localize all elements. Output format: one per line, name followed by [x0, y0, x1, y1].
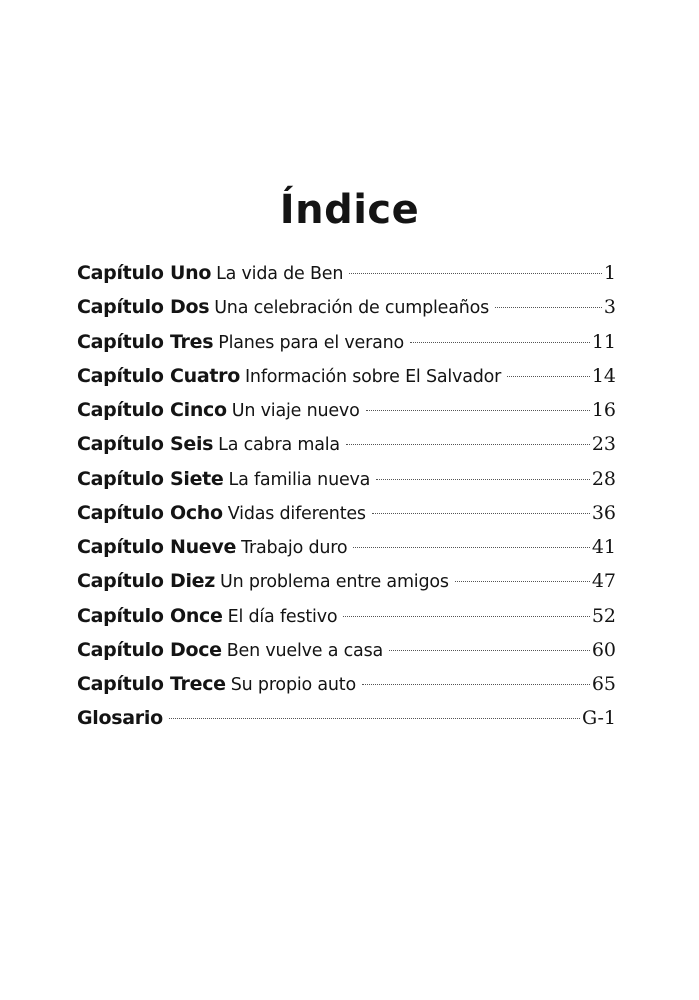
toc-entry[interactable]: [77, 331, 616, 365]
toc-entry[interactable]: [77, 502, 616, 536]
chapter-label: Capítulo Cinco: [77, 399, 227, 421]
chapter-title: La vida de Ben: [216, 264, 344, 284]
chapter-title: Planes para el verano: [218, 332, 405, 353]
page-number: 16: [591, 399, 616, 421]
toc-entry-glossary[interactable]: [77, 707, 616, 741]
chapter-label: Capítulo Trece: [77, 673, 226, 695]
dot-leader: [349, 273, 602, 274]
chapter-title: Trabajo duro: [241, 538, 348, 558]
toc-entry[interactable]: [77, 399, 616, 433]
page-number: 14: [591, 364, 616, 387]
chapter-title: La cabra mala: [218, 435, 340, 456]
toc-entry[interactable]: [77, 365, 616, 399]
chapter-label: Capítulo Doce: [77, 638, 222, 661]
page-number: 60: [591, 638, 616, 661]
toc-entry[interactable]: [77, 639, 616, 673]
chapter-title: La familia nueva: [228, 469, 371, 490]
page-number: 3: [603, 296, 616, 319]
chapter-label: Capítulo Nueve: [77, 536, 237, 558]
chapter-label: Capítulo Diez: [77, 570, 215, 593]
dot-leader: [346, 444, 590, 445]
chapter-title: El día festivo: [227, 606, 338, 627]
page-number: 23: [591, 433, 616, 456]
page-number: 28: [591, 467, 616, 490]
page-number: 65: [591, 673, 616, 695]
chapter-label: Capítulo Seis: [77, 433, 214, 456]
dot-leader: [353, 547, 589, 548]
chapter-title: Un problema entre amigos: [220, 572, 449, 593]
chapter-label: Capítulo Tres: [77, 330, 214, 353]
chapter-title: Un viaje nuevo: [231, 401, 360, 421]
toc-entry[interactable]: [77, 570, 616, 604]
dot-leader: [362, 684, 590, 685]
toc-entry[interactable]: [77, 673, 616, 707]
toc-entry[interactable]: [77, 605, 616, 639]
dot-leader: [455, 581, 590, 582]
toc-entry[interactable]: [77, 296, 616, 330]
chapter-title: Información sobre El Salvador: [244, 366, 502, 387]
dot-leader: [169, 718, 580, 719]
chapter-title: Una celebración de cumpleaños: [214, 298, 490, 319]
chapter-label: Capítulo Cuatro: [77, 364, 240, 387]
dot-leader: [410, 342, 590, 343]
glossary-label: Glosario: [77, 707, 163, 730]
dot-leader: [389, 650, 590, 651]
page-number: 11: [591, 330, 616, 353]
chapter-title: Su propio auto: [230, 675, 356, 695]
page-title: Índice: [279, 187, 420, 233]
toc-entry[interactable]: [77, 468, 616, 502]
chapter-label: Capítulo Once: [77, 604, 223, 627]
toc-entry[interactable]: [77, 262, 616, 296]
chapter-label: Capítulo Uno: [77, 262, 212, 284]
dot-leader: [376, 479, 590, 480]
page-number: 41: [591, 536, 616, 558]
dot-leader: [343, 616, 589, 617]
chapter-label: Capítulo Dos: [77, 296, 210, 319]
chapter-title: Ben vuelve a casa: [226, 640, 384, 661]
dot-leader: [372, 513, 590, 514]
page-number: 52: [591, 604, 616, 627]
dot-leader: [507, 376, 590, 377]
toc-entry[interactable]: [77, 433, 616, 467]
dot-leader: [495, 307, 602, 308]
table-of-contents: [77, 262, 616, 742]
page-number: 36: [591, 501, 616, 524]
page-number: G-1: [581, 707, 616, 730]
toc-entry[interactable]: [77, 536, 616, 570]
chapter-label: Capítulo Siete: [77, 467, 224, 490]
page-number: 47: [591, 570, 616, 593]
dot-leader: [366, 410, 590, 411]
page-number: 1: [603, 262, 616, 284]
chapter-title: Vidas diferentes: [227, 503, 366, 524]
chapter-label: Capítulo Ocho: [77, 501, 223, 524]
